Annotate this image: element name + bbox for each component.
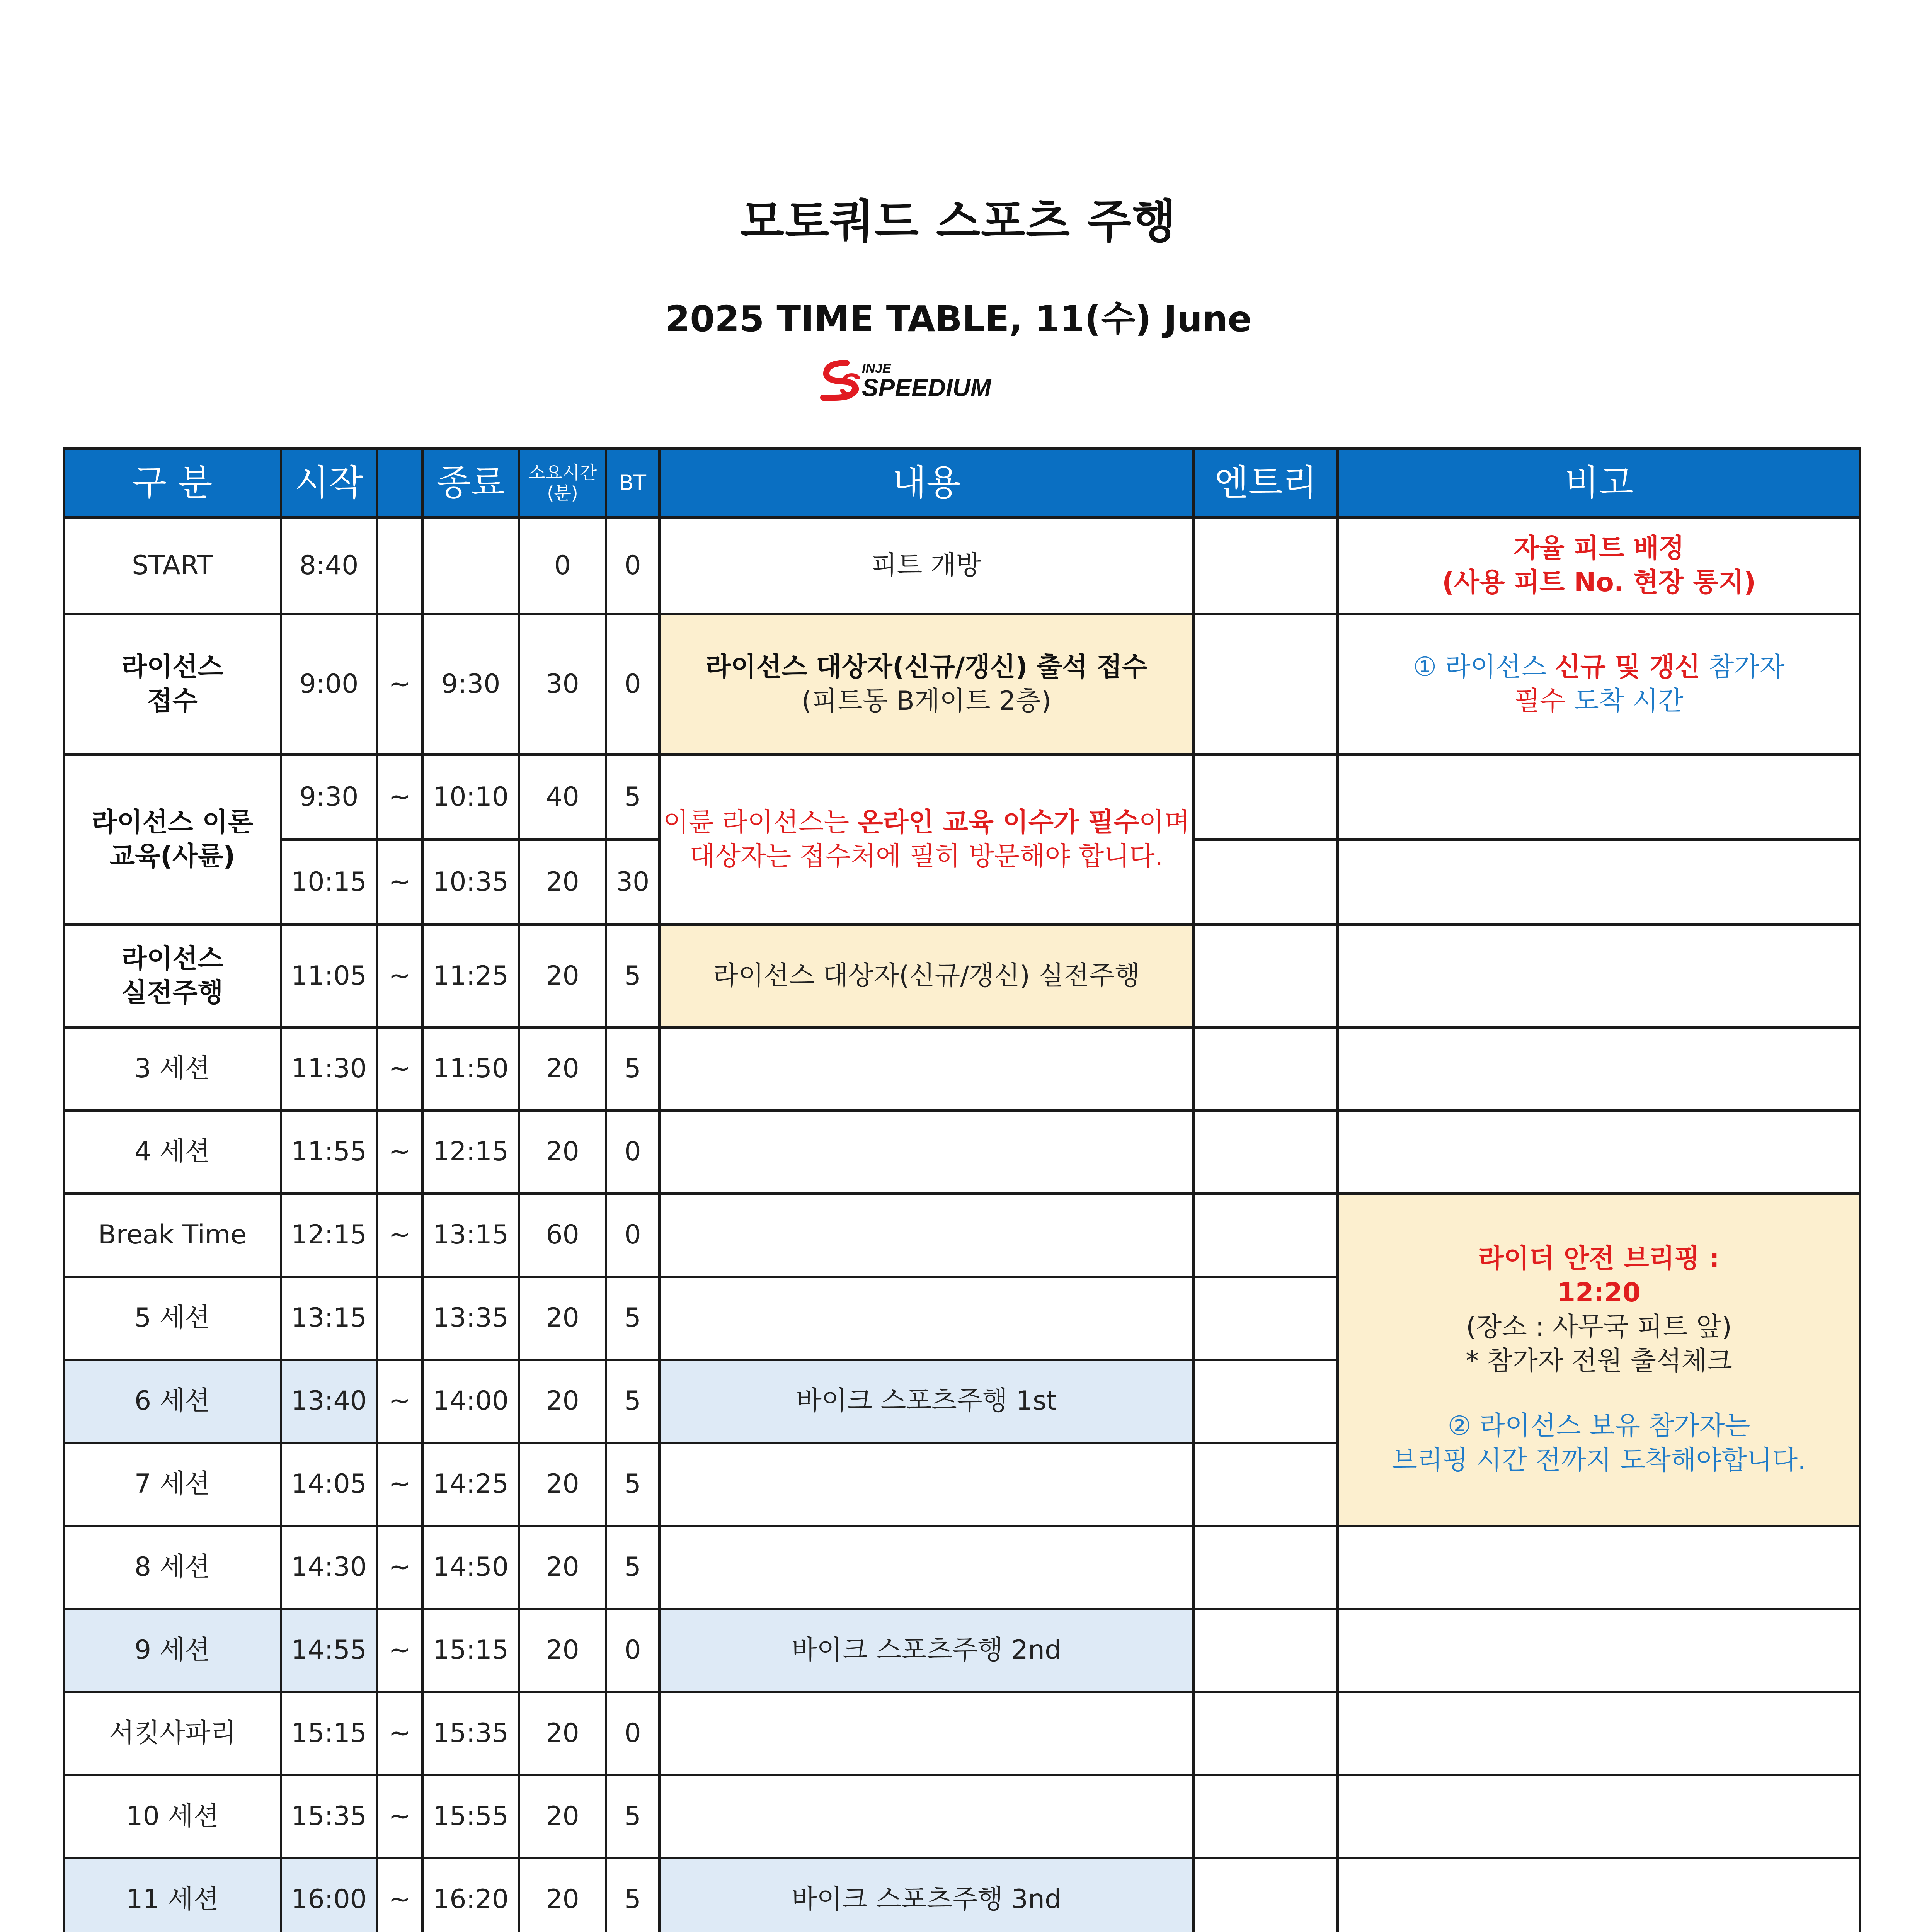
briefing-note1: ② 라이선스 보유 참가자는 <box>1447 1411 1750 1442</box>
row-start: 14:05 <box>281 1443 377 1526</box>
remarks-license-e: 도착 시간 <box>1565 686 1684 716</box>
logo-text-inje: INJE <box>862 361 891 376</box>
header-start: 시작 <box>281 449 377 517</box>
row-bt: 5 <box>606 925 659 1027</box>
row-category: 9 세션 <box>64 1609 281 1692</box>
row-category: 라이선스 이론교육(사륜) <box>64 755 281 925</box>
row-duration: 20 <box>519 1027 606 1111</box>
row-category: 10 세션 <box>64 1775 281 1858</box>
theory-line1-b: 온라인 교육 이수가 필수 <box>857 807 1139 838</box>
row-entry <box>1193 1526 1338 1609</box>
table-row <box>64 1111 1860 1194</box>
row-remarks <box>1338 755 1860 840</box>
row-bt: 5 <box>606 1277 659 1360</box>
row-start: 14:55 <box>281 1609 377 1692</box>
row-end: 15:55 <box>422 1775 519 1858</box>
row-category: 5 세션 <box>64 1277 281 1360</box>
row-content <box>659 1027 1193 1111</box>
table-row <box>64 1526 1860 1609</box>
row-content <box>659 1111 1193 1194</box>
row-sep: ~ <box>377 1775 422 1858</box>
row-entry <box>1193 1111 1338 1194</box>
row-category: 3 세션 <box>64 1027 281 1111</box>
row-end: 16:20 <box>422 1858 519 1932</box>
remarks-license <box>1338 614 1860 755</box>
row-entry <box>1193 1609 1338 1692</box>
table-row <box>64 1692 1860 1775</box>
row-remarks <box>1338 1609 1860 1692</box>
row-duration: 20 <box>519 1111 606 1194</box>
row-content: 라이선스 대상자(신규/갱신) 실전주행 <box>659 925 1193 1027</box>
row-start: 9:30 <box>281 755 377 840</box>
row-end: 10:10 <box>422 755 519 840</box>
row-duration: 20 <box>519 1609 606 1692</box>
briefing-time: 12:20 <box>1557 1277 1641 1308</box>
row-duration: 20 <box>519 1526 606 1609</box>
table-row <box>64 1858 1860 1932</box>
row-start: 13:15 <box>281 1277 377 1360</box>
table-row <box>64 1027 1860 1111</box>
row-bt: 5 <box>606 1360 659 1443</box>
row-end: 11:50 <box>422 1027 519 1111</box>
row-category: 11 세션 <box>64 1858 281 1932</box>
remarks-license-c: 참가자 <box>1700 651 1785 682</box>
row-bt: 5 <box>606 1027 659 1111</box>
page-subtitle: 2025 TIME TABLE, 11(수) June <box>665 298 1252 340</box>
row-start: 15:15 <box>281 1692 377 1775</box>
table-header-row <box>64 449 1860 517</box>
row-duration: 0 <box>519 517 606 614</box>
inje-speedium-logo <box>819 357 1036 404</box>
row-content: 피트 개방 <box>659 517 1193 614</box>
row-end: 13:15 <box>422 1194 519 1277</box>
row-end: 13:35 <box>422 1277 519 1360</box>
row-bt: 5 <box>606 1526 659 1609</box>
row-sep: ~ <box>377 1609 422 1692</box>
remarks-start-line1: 자율 피트 배정 <box>1514 533 1684 564</box>
row-entry <box>1193 1443 1338 1526</box>
row-sep: ~ <box>377 1692 422 1775</box>
header-category: 구 분 <box>64 449 281 517</box>
page-title: 모토쿼드 스포츠 주행 <box>740 195 1177 248</box>
table-row <box>64 755 1860 840</box>
row-duration: 20 <box>519 1858 606 1932</box>
row-entry <box>1193 1194 1338 1277</box>
table-row <box>64 517 1860 614</box>
row-bt: 0 <box>606 614 659 755</box>
remarks-license-d: 필수 <box>1514 686 1565 716</box>
row-content <box>659 1692 1193 1775</box>
logo-initial: S <box>839 367 861 402</box>
row-remarks <box>1338 925 1860 1027</box>
table-row <box>64 925 1860 1027</box>
row-start: 14:30 <box>281 1526 377 1609</box>
logo-text-speedium: SPEEDIUM <box>862 374 991 401</box>
row-category: 4 세션 <box>64 1111 281 1194</box>
row-start: 9:00 <box>281 614 377 755</box>
row-end: 14:00 <box>422 1360 519 1443</box>
row-entry <box>1193 1027 1338 1111</box>
row-remarks <box>1338 1775 1860 1858</box>
row-remarks <box>1338 1027 1860 1111</box>
row-bt: 0 <box>606 1194 659 1277</box>
row-entry <box>1193 517 1338 614</box>
row-end: 12:15 <box>422 1111 519 1194</box>
row-content <box>659 1526 1193 1609</box>
row-duration: 20 <box>519 1775 606 1858</box>
row-sep <box>377 1277 422 1360</box>
briefing-check: * 참가자 전원 출석체크 <box>1465 1346 1733 1376</box>
row-start: 11:05 <box>281 925 377 1027</box>
row-end: 15:15 <box>422 1609 519 1692</box>
row-start: 15:35 <box>281 1775 377 1858</box>
row-category: START <box>64 517 281 614</box>
row-sep: ~ <box>377 1360 422 1443</box>
row-start: 10:15 <box>281 840 377 925</box>
row-category: 라이선스 접수 <box>64 614 281 755</box>
row-start: 12:15 <box>281 1194 377 1277</box>
row-entry <box>1193 614 1338 755</box>
row-bt: 0 <box>606 517 659 614</box>
briefing-note2: 브리핑 시간 전까지 도착해야합니다. <box>1392 1445 1806 1476</box>
row-bt: 0 <box>606 1111 659 1194</box>
table-row <box>64 614 1860 755</box>
row-sep: ~ <box>377 1194 422 1277</box>
row-start: 11:30 <box>281 1027 377 1111</box>
row-duration: 20 <box>519 1277 606 1360</box>
row-category: 서킷사파리 <box>64 1692 281 1775</box>
row-sep: ~ <box>377 1858 422 1932</box>
row-entry <box>1193 1858 1338 1932</box>
row-bt: 0 <box>606 1609 659 1692</box>
row-sep: ~ <box>377 755 422 840</box>
row-bt: 0 <box>606 1692 659 1775</box>
row-category: 라이선스 실전주행 <box>64 925 281 1027</box>
remarks-license-b: 신규 및 갱신 <box>1555 651 1701 682</box>
row-entry <box>1193 1692 1338 1775</box>
row-content: 바이크 스포츠주행 1st <box>659 1360 1193 1443</box>
row-end: 10:35 <box>422 840 519 925</box>
briefing-spacer <box>1339 1378 1859 1409</box>
row-remarks <box>1338 1111 1860 1194</box>
table-row <box>64 1609 1860 1692</box>
remarks-start <box>1338 517 1860 614</box>
header-end: 종료 <box>422 449 519 517</box>
row-duration: 30 <box>519 614 606 755</box>
row-end: 14:25 <box>422 1443 519 1526</box>
row-end: 9:30 <box>422 614 519 755</box>
row-sep: ~ <box>377 1443 422 1526</box>
row-start: 11:55 <box>281 1111 377 1194</box>
row-start: 13:40 <box>281 1360 377 1443</box>
row-sep <box>377 517 422 614</box>
row-remarks <box>1338 840 1860 925</box>
row-bt: 5 <box>606 755 659 840</box>
row-entry <box>1193 925 1338 1027</box>
header-bt: BT <box>606 449 659 517</box>
theory-line1-c: 이며 <box>1139 807 1190 838</box>
row-content <box>659 1277 1193 1360</box>
header-entry: 엔트리 <box>1193 449 1338 517</box>
row-content <box>659 1194 1193 1277</box>
remarks-start-line2: (사용 피트 No. 현장 통지) <box>1442 567 1756 598</box>
time-table <box>63 447 1861 1932</box>
row-duration: 60 <box>519 1194 606 1277</box>
row-duration: 20 <box>519 1360 606 1443</box>
row-remarks <box>1338 1858 1860 1932</box>
row-end: 14:50 <box>422 1526 519 1609</box>
table-row <box>64 1775 1860 1858</box>
row-duration: 20 <box>519 1443 606 1526</box>
content-line1: 라이선스 대상자(신규/갱신) 출석 접수 <box>705 651 1147 682</box>
row-sep: ~ <box>377 1526 422 1609</box>
row-end: 15:35 <box>422 1692 519 1775</box>
remarks-briefing <box>1338 1194 1860 1526</box>
row-entry <box>1193 840 1338 925</box>
theory-content <box>659 755 1193 925</box>
row-duration: 40 <box>519 755 606 840</box>
row-content: 바이크 스포츠주행 3nd <box>659 1858 1193 1932</box>
row-content: 바이크 스포츠주행 2nd <box>659 1609 1193 1692</box>
row-category: 7 세션 <box>64 1443 281 1526</box>
row-entry <box>1193 1277 1338 1360</box>
table-row <box>64 1194 1860 1277</box>
briefing-title: 라이더 안전 브리핑 : <box>1478 1243 1720 1274</box>
row-bt: 30 <box>606 840 659 925</box>
row-category: Break Time <box>64 1194 281 1277</box>
theory-line1-a: 이륜 라이선스는 <box>663 807 858 838</box>
row-start: 8:40 <box>281 517 377 614</box>
row-sep: ~ <box>377 840 422 925</box>
row-remarks <box>1338 1692 1860 1775</box>
row-category: 8 세션 <box>64 1526 281 1609</box>
theory-line2: 대상자는 접수처에 필히 방문해야 합니다. <box>690 841 1163 872</box>
header-sep <box>377 449 422 517</box>
row-sep: ~ <box>377 1027 422 1111</box>
row-end: 11:25 <box>422 925 519 1027</box>
row-bt: 5 <box>606 1858 659 1932</box>
row-start: 16:00 <box>281 1858 377 1932</box>
row-bt: 5 <box>606 1443 659 1526</box>
row-bt: 5 <box>606 1775 659 1858</box>
row-content <box>659 1775 1193 1858</box>
row-end <box>422 517 519 614</box>
row-entry <box>1193 1775 1338 1858</box>
row-sep: ~ <box>377 614 422 755</box>
briefing-place: (장소 : 사무국 피트 앞) <box>1466 1311 1732 1342</box>
row-sep: ~ <box>377 925 422 1027</box>
header-content: 내용 <box>659 449 1193 517</box>
remarks-license-a: ① 라이선스 <box>1413 651 1555 682</box>
row-entry <box>1193 1360 1338 1443</box>
header-remarks: 비고 <box>1338 449 1860 517</box>
header-duration: 소요시간(분) <box>519 449 606 517</box>
row-duration: 20 <box>519 925 606 1027</box>
row-remarks <box>1338 1526 1860 1609</box>
row-category: 6 세션 <box>64 1360 281 1443</box>
row-duration: 20 <box>519 840 606 925</box>
row-content <box>659 1443 1193 1526</box>
row-sep: ~ <box>377 1111 422 1194</box>
row-duration: 20 <box>519 1692 606 1775</box>
row-content <box>659 614 1193 755</box>
content-line2: (피트동 B게이트 2층) <box>801 686 1052 716</box>
row-entry <box>1193 755 1338 840</box>
